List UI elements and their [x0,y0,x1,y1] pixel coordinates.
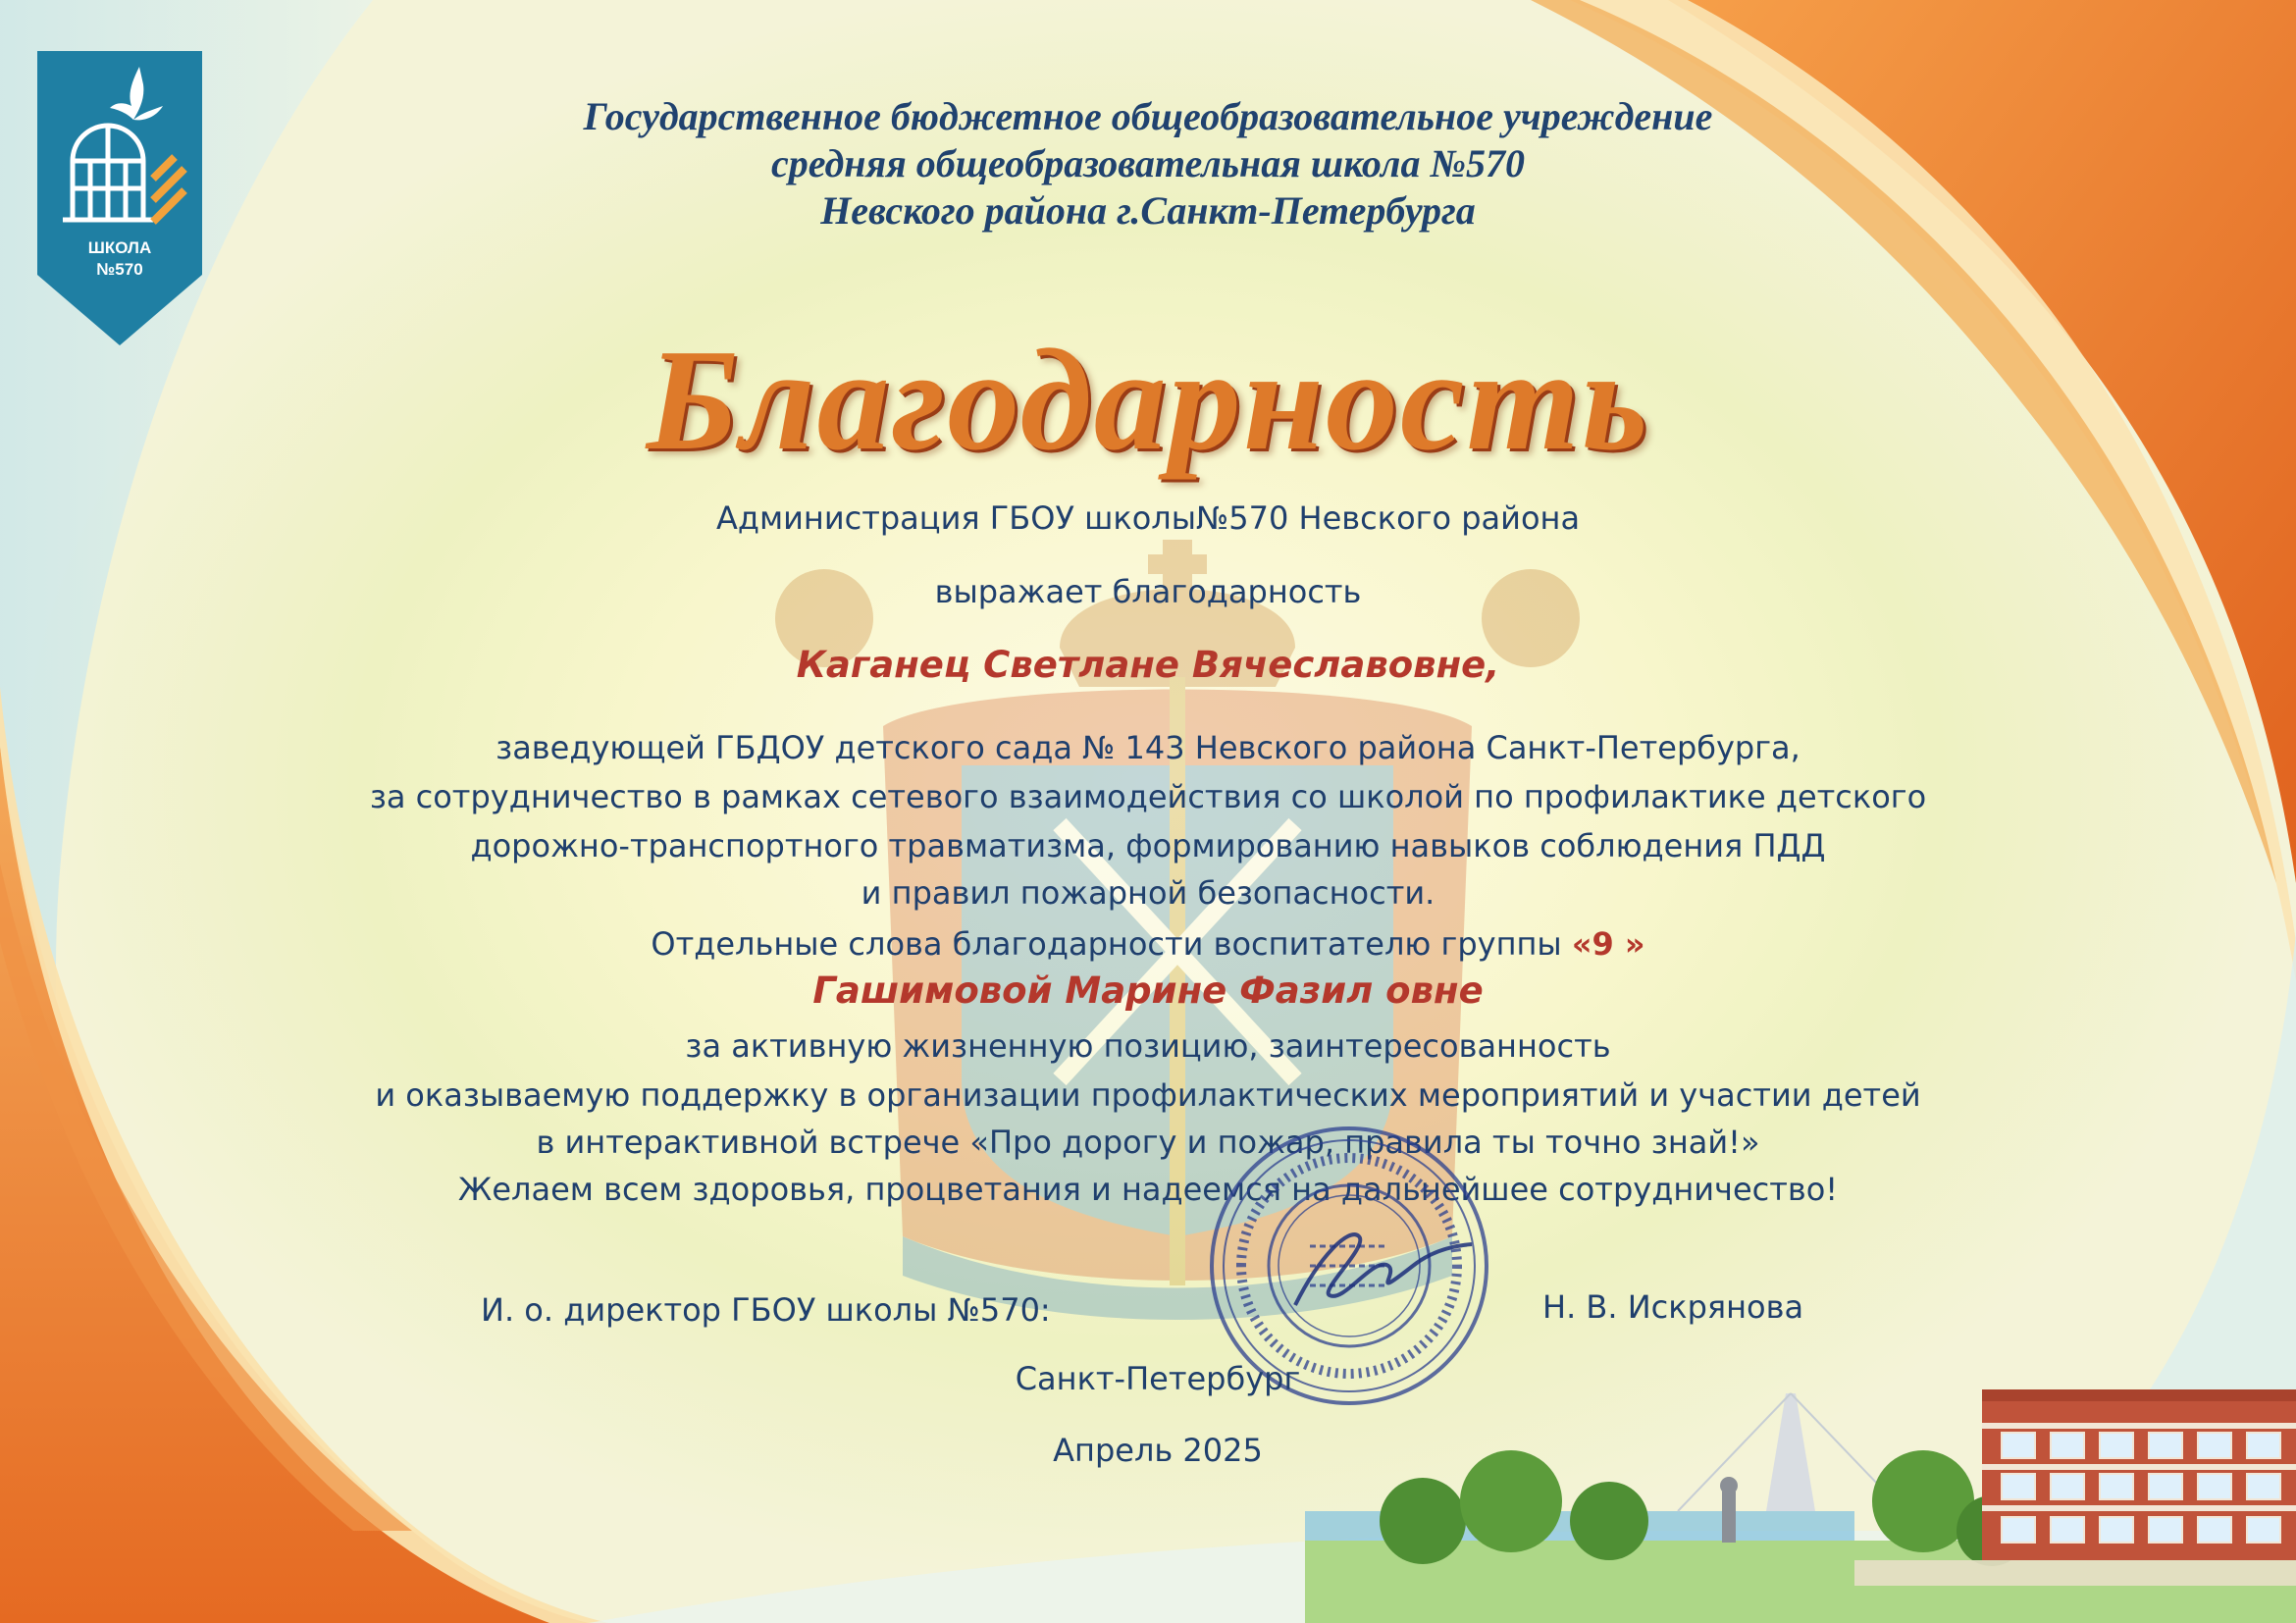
header-line-2: средняя общеобразовательная школа №570 [770,141,1526,185]
wishes-line: Желаем всем здоровья, процветания и надеемся на дальнейшее сотрудничество! [457,1171,1839,1208]
date: Апрель 2025 [1053,1432,1263,1469]
reason-line-3: и правил пожарной безопасности. [861,874,1435,912]
teacher-reason-line-1: за активную жизненную позицию, заинтересованность [685,1027,1611,1065]
city: Санкт-Петербург [1015,1360,1301,1397]
special-thanks-line [265,924,2031,964]
teacher-reason-line-2: и оказываемую поддержку в организации профилактических мероприятий и участии детей [375,1076,1921,1114]
group-number: «9 » [1571,925,1645,963]
recipient-position: заведующей ГБДОУ детского сада № 143 Невского района Санкт-Петербурга, [496,729,1800,766]
reason-line-1: за сотрудничество в рамках сетевого взаимодействия со школой по профилактике детского [369,778,1927,815]
teacher-reason-line-3: в интерактивной встрече «Про дорогу и пожар, правила ты точно знай!» [536,1124,1760,1161]
teacher-name: Гашимовой Марине Фазил овне [812,969,1484,1012]
certificate-title: Благодарность [646,320,1650,481]
header-line-3: Невского района г.Санкт-Петербурга [820,188,1476,233]
school-header [353,93,1943,235]
special-thanks-text: Отдельные слова благодарности воспитателю группы [651,925,1562,963]
expresses-line: выражает благодарность [934,573,1362,610]
school-logo [37,51,202,345]
signatory-name: Н. В. Искрянова [1542,1288,1804,1326]
recipient-name: Каганец Светлане Вячеславовне, [796,644,1500,686]
header-line-1: Государственное бюджетное общеобразовательное учреждение [583,94,1713,138]
svg-text:ШКОЛА: ШКОЛА [87,238,152,257]
administration-line: Администрация ГБОУ школы№570 Невского района [715,499,1581,537]
reason-line-2: дорожно-транспортного травматизма, формированию навыков соблюдения ПДД [470,827,1826,864]
svg-text:№570: №570 [96,260,143,279]
signature-role: И. о. директор ГБОУ школы №570: [481,1291,1051,1329]
city-scene-illustration [1305,1354,2296,1623]
